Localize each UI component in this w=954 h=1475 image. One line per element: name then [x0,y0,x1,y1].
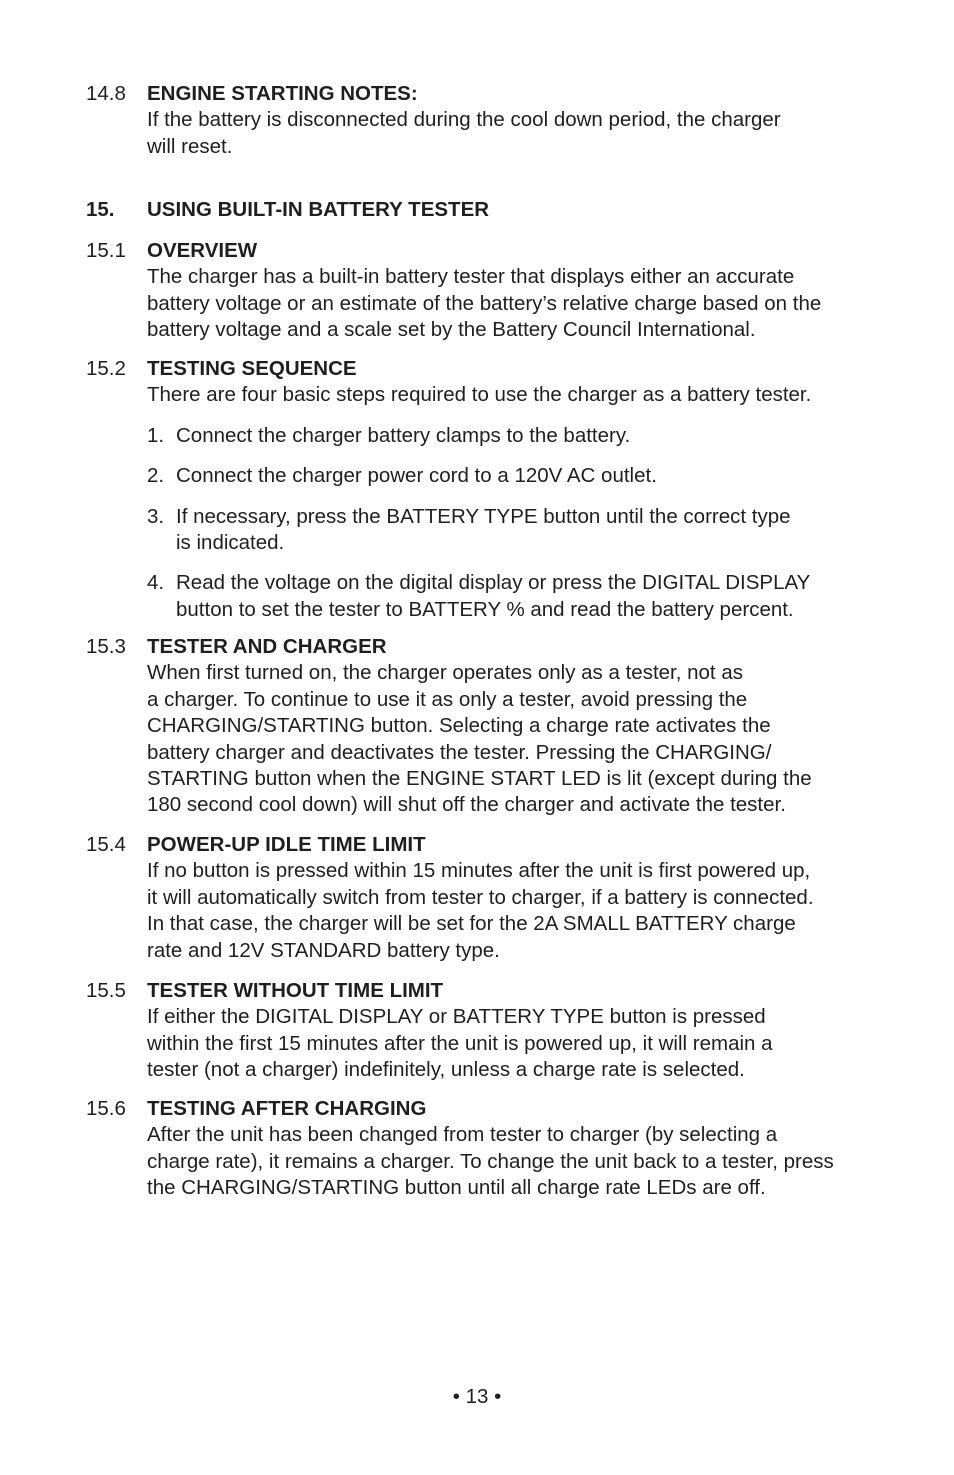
body-line: 180 second cool down) will shut off the charger and activate the tester. [147,793,786,817]
section-15-2 [86,356,876,623]
step-item [147,463,876,489]
body-line: If the battery is disconnected during the cool down period, the charger [147,108,781,132]
section-number: 15.2 [86,357,126,380]
section-number: 15.6 [86,1097,126,1120]
section-heading: TESTER AND CHARGER [147,635,387,658]
section-15-1 [86,238,876,344]
step-line: If necessary, press the BATTERY TYPE button until the correct type [176,504,791,528]
body-line: rate and 12V STANDARD battery type. [147,938,500,962]
section-heading: POWER-UP IDLE TIME LIMIT [147,833,426,856]
step-list [147,423,876,623]
body-line: After the unit has been changed from tester to charger (by selecting a [147,1123,778,1147]
body-line: charge rate), it remains a charger. To change the unit back to a tester, press [147,1149,834,1173]
step-number: 1. [147,423,165,447]
body-line: In that case, the charger will be set for the 2A SMALL BATTERY charge [147,912,796,936]
page-number: • 13 • [452,1385,502,1408]
section-14-8 [86,81,876,160]
step-line: Connect the charger power cord to a 120V AC outlet. [176,464,657,488]
section-number: 15. [86,198,115,221]
body-line: the CHARGING/STARTING button until all charge rate LEDs are off. [147,1176,766,1200]
body-line: a charger. To continue to use it as only a tester, avoid pressing the [147,687,748,711]
section-number: 15.5 [86,979,126,1002]
body-line: If either the DIGITAL DISPLAY or BATTERY TYPE button is pressed [147,1005,766,1029]
body-line: will reset. [147,134,233,158]
section-15-3 [86,634,876,819]
section-15-5 [86,978,876,1084]
section-number: 15.1 [86,239,126,262]
body-line: battery voltage and a scale set by the Battery Council International. [147,318,756,342]
body-line: battery voltage or an estimate of the battery’s relative charge based on the [147,291,822,315]
body-line: STARTING button when the ENGINE START LED is lit (except during the [147,767,812,791]
body-line: The charger has a built-in battery tester that displays either an accurate [147,265,795,289]
section-15 [86,197,876,223]
step-item [147,570,876,623]
section-number: 15.4 [86,833,126,856]
step-line: button to set the tester to BATTERY % and read the battery percent. [176,597,794,621]
section-heading: OVERVIEW [147,239,258,262]
body-line: When first turned on, the charger operates only as a tester, not as [147,661,743,685]
body-line: within the first 15 minutes after the unit is powered up, it will remain a [147,1031,773,1055]
body-line: tester (not a charger) indefinitely, unless a charge rate is selected. [147,1058,745,1082]
body-line: it will automatically switch from tester to charger, if a battery is connected. [147,885,814,909]
step-line: Read the voltage on the digital display or press the DIGITAL DISPLAY [176,571,811,595]
step-number: 3. [147,504,165,528]
section-heading: ENGINE STARTING NOTES: [147,82,418,105]
body-line: battery charger and deactivates the tester. Pressing the CHARGING/ [147,740,772,764]
section-number: 14.8 [86,82,126,105]
step-line: Connect the charger battery clamps to the battery. [176,423,631,447]
section-heading: TESTING SEQUENCE [147,357,357,380]
body-line: CHARGING/STARTING button. Selecting a charge rate activates the [147,714,771,738]
step-line: is indicated. [176,531,285,555]
section-heading: TESTING AFTER CHARGING [147,1097,427,1120]
step-item [147,504,876,557]
section-number: 15.3 [86,635,126,658]
section-15-4 [86,832,876,964]
section-heading: TESTER WITHOUT TIME LIMIT [147,979,444,1002]
body-line: If no button is pressed within 15 minutes after the unit is first powered up, [147,859,811,883]
step-number: 4. [147,571,165,595]
body-line: There are four basic steps required to use the charger as a battery tester. [147,383,812,407]
step-item [147,423,876,449]
section-15-6 [86,1096,876,1202]
step-number: 2. [147,464,165,488]
chapter-heading: USING BUILT-IN BATTERY TESTER [147,198,490,221]
